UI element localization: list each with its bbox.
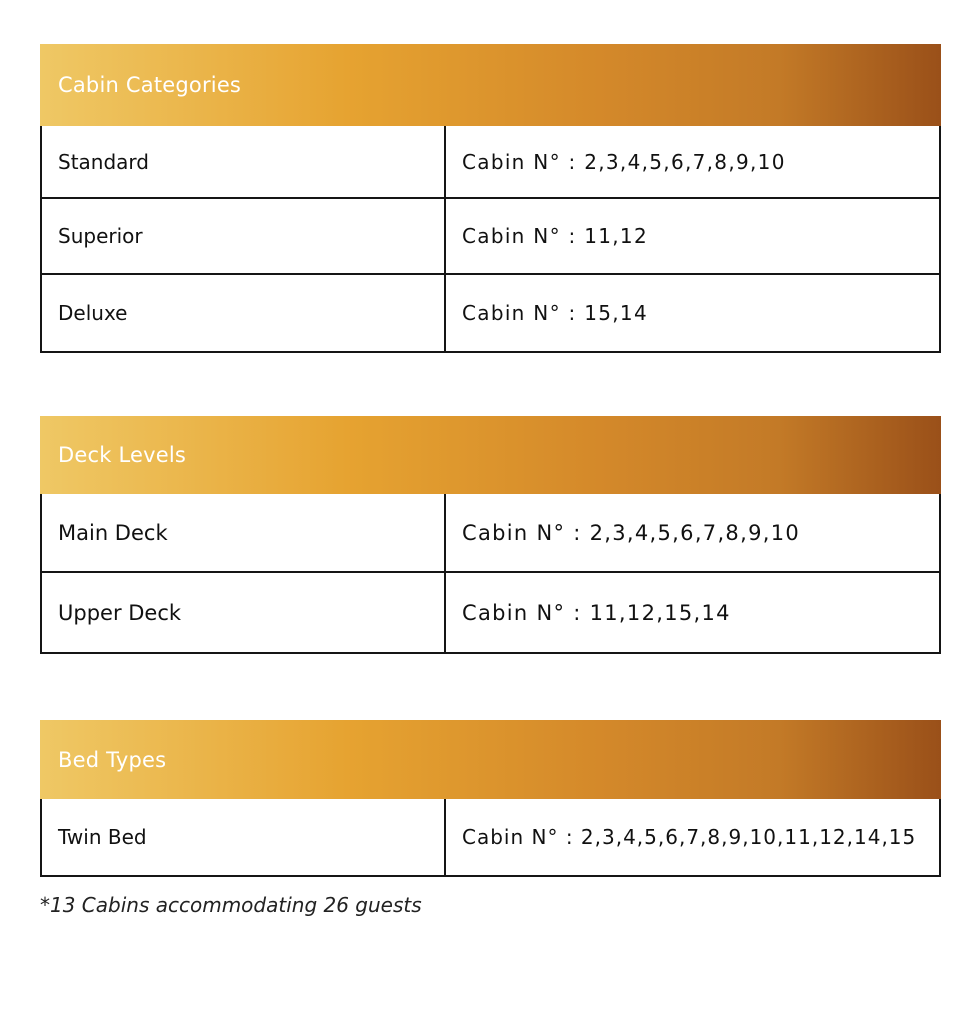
table-row bbox=[42, 799, 939, 875]
cabin-categories-header bbox=[40, 44, 941, 126]
row-value: Cabin N° : 15,14 bbox=[462, 301, 648, 325]
cabin-categories-table bbox=[40, 44, 941, 353]
row-value: Cabin N° : 11,12 bbox=[462, 224, 648, 248]
row-label: Standard bbox=[42, 126, 446, 197]
row-label: Upper Deck bbox=[42, 573, 446, 652]
table-row bbox=[42, 275, 939, 351]
bed-types-header bbox=[40, 720, 941, 799]
cabin-categories-body bbox=[40, 126, 941, 353]
bed-types-body bbox=[40, 799, 941, 877]
table-row bbox=[42, 199, 939, 275]
deck-levels-header bbox=[40, 416, 941, 494]
deck-levels-title: Deck Levels bbox=[58, 443, 187, 467]
deck-levels-table bbox=[40, 416, 941, 654]
row-label: Twin Bed bbox=[42, 799, 446, 875]
cabin-categories-title: Cabin Categories bbox=[58, 73, 242, 97]
bed-types-title: Bed Types bbox=[58, 747, 167, 772]
row-label: Main Deck bbox=[42, 494, 446, 571]
table-row bbox=[42, 573, 939, 652]
row-label: Deluxe bbox=[42, 275, 446, 351]
row-value: Cabin N° : 2,3,4,5,6,7,8,9,10,11,12,14,15 bbox=[462, 825, 917, 849]
row-value: Cabin N° : 2,3,4,5,6,7,8,9,10 bbox=[462, 520, 801, 545]
row-value: Cabin N° : 11,12,15,14 bbox=[462, 600, 731, 625]
footnote: *13 Cabins accommodating 26 guests bbox=[40, 893, 422, 917]
deck-levels-body bbox=[40, 494, 941, 654]
bed-types-table bbox=[40, 720, 941, 877]
row-value: Cabin N° : 2,3,4,5,6,7,8,9,10 bbox=[462, 149, 786, 174]
table-row bbox=[42, 126, 939, 199]
table-row bbox=[42, 494, 939, 573]
row-label: Superior bbox=[42, 199, 446, 273]
